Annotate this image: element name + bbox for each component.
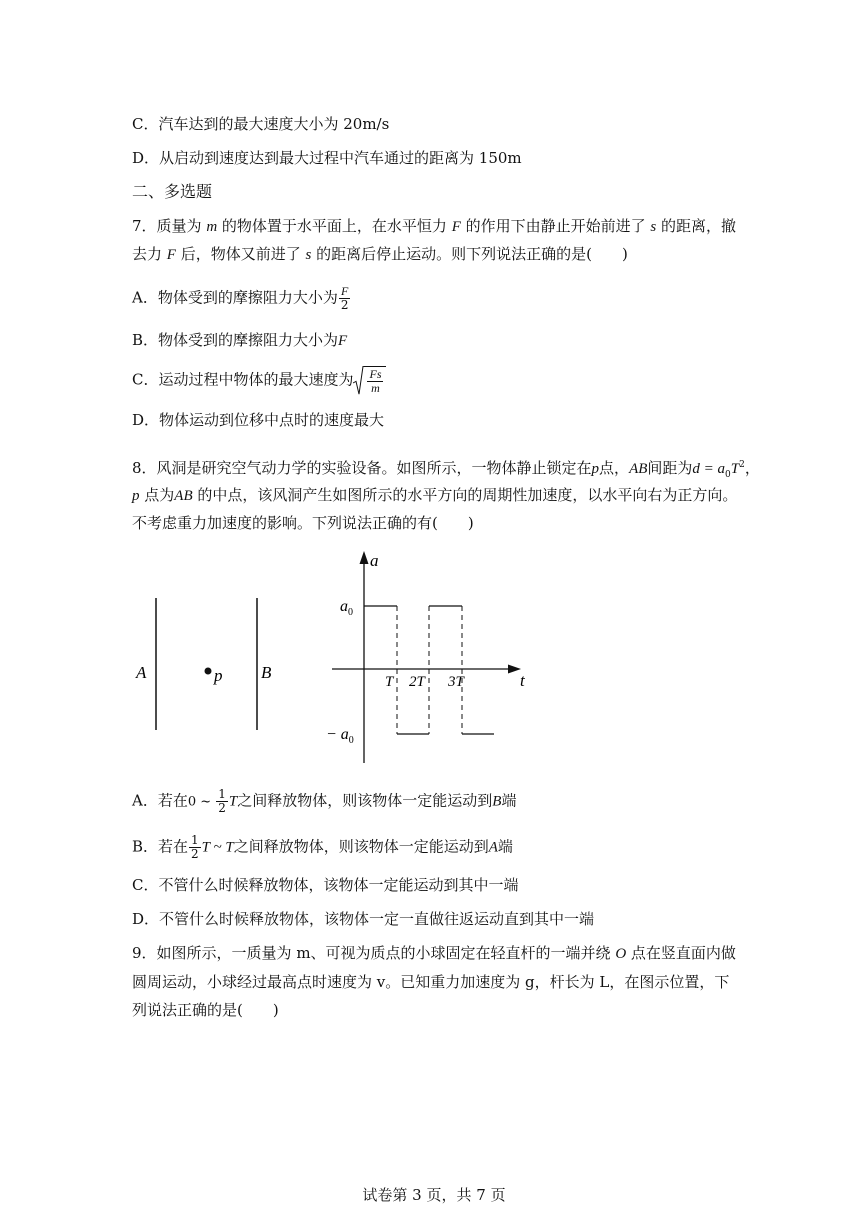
section-title: 二、多选题 bbox=[132, 182, 213, 201]
page-footer: 试卷第 3 页，共 7 页 bbox=[362, 1186, 506, 1204]
q8-option-d: D．不管什么时候释放物体，该物体一定一直做往返运动直到其中一端 bbox=[132, 910, 595, 928]
label-neg-a0: − $a_0$ bbox=[326, 726, 354, 746]
q7-option-a: A．物体受到的摩擦阻力大小为 $\frac{F}{2}$ bbox=[132, 284, 349, 312]
axis-label-a: a bbox=[370, 551, 379, 570]
q7-option-c: C．运动过程中物体的最大速度为 $\frac{Fs}{m}$ bbox=[132, 366, 386, 395]
label-a0: $a_0$ bbox=[340, 598, 353, 618]
q8-stem-line1: 8．风洞是研究空气动力学的实验设备。如图所示，一物体静止锁定在p点，AB间距为$d = a_0T^2$， bbox=[132, 459, 760, 480]
q7-stem-line2: 去力 F 后，物体又前进了 s 的距离后停止运动。则下列说法正确的是( ) bbox=[132, 245, 628, 263]
tick-3T: 3T bbox=[448, 674, 464, 690]
label-A: A bbox=[136, 663, 147, 682]
q8-stem-line2: p 点为AB 的中点，该风洞产生如图所示的水平方向的周期性加速度，以水平向右为正方向。 bbox=[132, 486, 738, 504]
axis-label-t: t bbox=[520, 671, 525, 690]
tick-T: T bbox=[385, 674, 394, 690]
q8-stem-line3: 不考虑重力加速度的影响。下列说法正确的有( ) bbox=[132, 514, 474, 532]
q8-option-b: B．若在 $\frac{1}{2}$ T ~ T之间释放物体，则该物体一定能运动到A端 bbox=[132, 833, 513, 861]
fraction-F-over-2: $\frac{F}{2}$ bbox=[340, 284, 349, 312]
sqrt-fs-over-m: $\frac{Fs}{m}$ bbox=[353, 366, 386, 395]
q8-option-a: A．若在0 ~ $\frac{1}{2}$ T之间释放物体，则该物体一定能运动到B端 bbox=[132, 787, 517, 815]
q9-stem-line1: 9．如图所示，一质量为 m、可视为质点的小球固定在轻直杆的一端并绕 O 点在竖直面内做 bbox=[132, 944, 736, 962]
q9-stem-line3: 列说法正确的是( ) bbox=[132, 1001, 279, 1019]
a-axis-arrow bbox=[360, 551, 369, 564]
q6-option-c: C．汽车达到的最大速度大小为 20m/s bbox=[132, 115, 390, 133]
q8-option-c: C．不管什么时候释放物体，该物体一定能运动到其中一端 bbox=[132, 876, 519, 894]
point-p bbox=[205, 668, 212, 675]
q9-stem-line2: 圆周运动，小球经过最高点时速度为 v。已知重力加速度为 g，杆长为 L，在图示位置，下 bbox=[132, 973, 730, 991]
q8-figure bbox=[120, 545, 540, 775]
label-B: B bbox=[261, 663, 272, 682]
q7-option-d: D．物体运动到位移中点时的速度最大 bbox=[132, 411, 385, 429]
q7-stem-line1: 7．质量为 m 的物体置于水平面上，在水平恒力 F 的作用下由静止开始前进了 s 的距离，撤 bbox=[132, 217, 737, 235]
q6-option-d: D．从启动到速度达到最大过程中汽车通过的距离为 150m bbox=[132, 149, 522, 167]
label-p: p bbox=[214, 666, 223, 685]
tick-2T: 2T bbox=[409, 674, 425, 690]
q7-option-b: B．物体受到的摩擦阻力大小为F bbox=[132, 331, 348, 349]
